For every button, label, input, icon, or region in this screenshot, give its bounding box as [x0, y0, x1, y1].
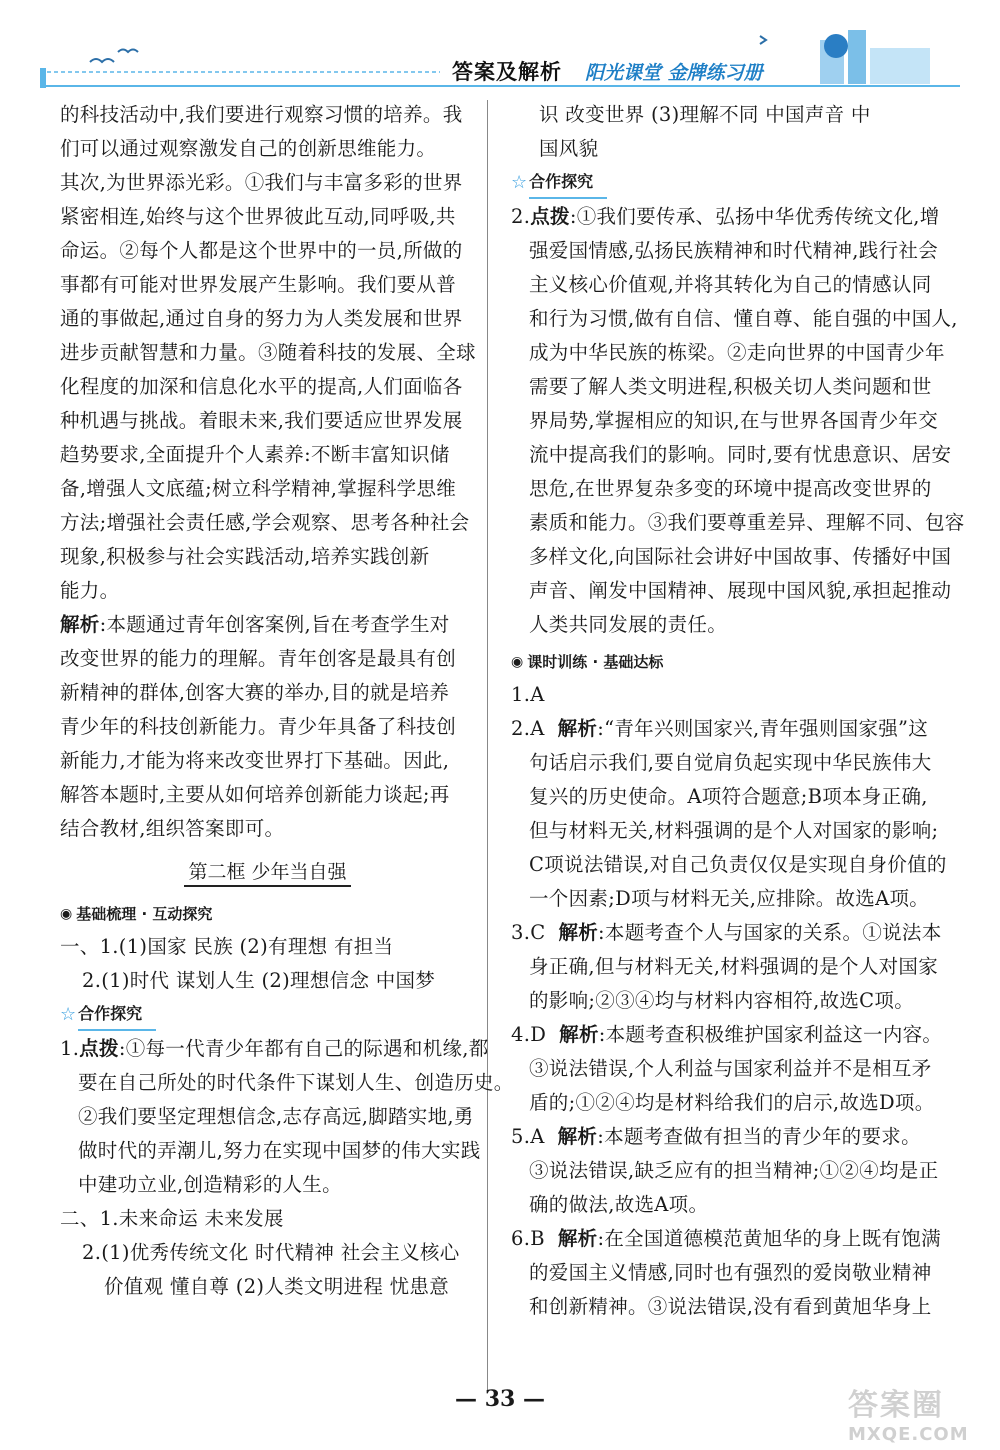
- analysis-label: 解析: [557, 717, 598, 740]
- answer-number: 2.A: [511, 717, 545, 740]
- text-line: 身正确,但与材料无关,材料强调的是个人对国家: [529, 955, 938, 978]
- page-header: [0, 0, 1000, 100]
- answer-line: [511, 1120, 931, 1154]
- coop-heading: [60, 1000, 475, 1030]
- text-line: 一个因素;D项与材料无关,应排除。故选A项。: [529, 887, 930, 910]
- answer-line: 二、1.未来命运 未来发展: [60, 1207, 284, 1230]
- text-line: 和行为习惯,做有自信、懂自尊、能自强的中国人,: [529, 307, 958, 330]
- bird-icon: [118, 50, 138, 53]
- text-line: 改变世界的能力的理解。青年创客是最具有创: [60, 647, 457, 670]
- text-line: 句话启示我们,要自觉肩负起实现中华民族伟大: [529, 751, 932, 774]
- text-line: 人类共同发展的责任。: [529, 613, 728, 636]
- text-line: 通的事做起,通过自身的努力为人类发展和世界: [60, 307, 463, 330]
- text-line: 结合教材,组织答案即可。: [60, 817, 285, 840]
- answer-line: 一、1.(1)国家 民族 (2)有理想 有担当: [60, 935, 394, 958]
- text-line: 但与材料无关,材料强调的是个人对国家的影响;: [529, 819, 939, 842]
- star-icon: ☆: [60, 1004, 77, 1025]
- analysis-label: 解析: [557, 1227, 598, 1250]
- right-column: [511, 98, 965, 1324]
- section-heading-text: 基础梳理 · 互动探究: [76, 905, 213, 923]
- analysis-text: :本题通过青年创客案例,旨在考查学生对: [99, 613, 450, 636]
- header-brand: 阳光课堂 金牌练习册: [585, 62, 763, 84]
- section-dot-icon: ◉: [60, 906, 73, 922]
- text-line: 强爱国情感,弘扬民族精神和时代精神,践行社会: [529, 239, 938, 262]
- answer-line: 价值观 懂自尊 (2)人类文明进程 忧患意: [104, 1275, 450, 1298]
- text-line: 化程度的加深和信息化水平的提高,人们面临各: [60, 375, 463, 398]
- text-line: 们可以通过观察激发自己的创新思维能力。: [60, 137, 437, 160]
- text-line: 主义核心价值观,并将其转化为自己的情感认同: [529, 273, 932, 296]
- text-line: 的爱国主义情感,同时也有强烈的爱岗敬业精神: [529, 1261, 932, 1284]
- text-line: 盾的;①②④均是材料给我们的启示,故选D项。: [529, 1091, 935, 1114]
- analysis-text: :本题考查做有担当的青少年的要求。: [597, 1125, 921, 1148]
- analysis-label: 解析: [557, 1125, 598, 1148]
- text-line: 新能力,才能为将来改变世界打下基础。因此,: [60, 749, 450, 772]
- text-line: 复兴的历史使命。A项符合题意;B项本身正确,: [529, 785, 928, 808]
- text-line: 命运。②每个人都是这个世界中的一员,所做的: [60, 239, 463, 262]
- bird-icon: [90, 59, 114, 62]
- text-line: 紧密相连,始终与这个世界彼此互动,同呼吸,共: [60, 205, 456, 228]
- text-line: 事都有可能对世界发展产生影响。我们要从普: [60, 273, 457, 296]
- header-answer-label: 答案及解析: [452, 60, 562, 84]
- frame-title: [60, 852, 475, 892]
- answer-number: 5.A: [511, 1125, 545, 1148]
- text-line: 能力。: [60, 579, 120, 602]
- answer-line: 1.A: [511, 683, 545, 706]
- text-line: 备,增强人文底蕴;树立科学精神,掌握科学思维: [60, 477, 457, 500]
- section-heading: [511, 648, 931, 676]
- answer-number: 6.B: [511, 1227, 545, 1250]
- text-line: 种机遇与挑战。着眼未来,我们要适应世界发展: [60, 409, 463, 432]
- text-line: 国风貌: [539, 137, 599, 160]
- analysis-text: :本题考查积极维护国家利益这一内容。: [598, 1023, 943, 1046]
- text-line: 素质和能力。③我们要尊重差异、理解不同、包容: [529, 511, 965, 534]
- answer-line: [511, 200, 940, 234]
- text-line: 趋势要求,全面提升个人素养:不断丰富知识储: [60, 443, 450, 466]
- answer-number: 2.: [511, 205, 531, 228]
- page-number: — 33 —: [455, 1386, 545, 1412]
- star-icon: ☆: [511, 172, 528, 193]
- text-line: 青少年的科技创新能力。青少年具备了科技创: [60, 715, 457, 738]
- hint-label: 点拨: [79, 1037, 119, 1060]
- text-line: 需要了解人类文明进程,积极关切人类问题和世: [529, 375, 932, 398]
- text-line: ②我们要坚定理想信念,志存高远,脚踏实地,勇: [78, 1105, 474, 1128]
- text-line: C项说法错误,对自己负责仅仅是实现自身价值的: [529, 853, 947, 876]
- section-heading: [60, 900, 475, 928]
- text-line: 确的做法,故选A项。: [529, 1193, 709, 1216]
- text-line: 要在自己所处的时代条件下谋划人生、创造历史。: [78, 1071, 514, 1094]
- hint-text: :①每一代青少年都有自己的际遇和机缘,都: [118, 1037, 489, 1060]
- watermark-bottom: MXQE.COM: [848, 1424, 969, 1445]
- text-line: 的影响;②③④均与材料内容相符,故选C项。: [529, 989, 914, 1012]
- text-line: 多样文化,向国际社会讲好中国故事、传播好中国: [529, 545, 952, 568]
- analysis-text: :“青年兴则国家兴,青年强则国家强”这: [597, 717, 929, 740]
- text-line: ③说法错误,缺乏应有的担当精神;①②④均是正: [529, 1159, 939, 1182]
- text-line: 中建功立业,创造精彩的人生。: [78, 1173, 342, 1196]
- answer-number: 1.: [60, 1037, 80, 1060]
- text-line: 现象,积极参与社会实践活动,培养实践创新: [60, 545, 430, 568]
- text-line: 和创新精神。③说法错误,没有看到黄旭华身上: [529, 1295, 932, 1318]
- coop-heading-text: 合作探究: [78, 999, 156, 1031]
- text-line: 进步贡献智慧和力量。③随着科技的发展、全球: [60, 341, 476, 364]
- coop-heading-text: 合作探究: [529, 167, 607, 199]
- text-line: 的科技活动中,我们要进行观察习惯的培养。我: [60, 103, 463, 126]
- text-line: 流中提高我们的影响。同时,要有忧患意识、居安: [529, 443, 952, 466]
- section-heading-text: 课时训练 · 基础达标: [527, 653, 664, 671]
- analysis-text: :在全国道德模范黄旭华的身上既有饱满: [597, 1227, 941, 1250]
- answer-number: 4.D: [511, 1023, 547, 1046]
- analysis-text: :本题考查个人与国家的关系。①说法本: [598, 921, 942, 944]
- text-line: ③说法错误,个人利益与国家利益并不是相互矛: [529, 1057, 932, 1080]
- text-line: 成为中华民族的栋梁。②走向世界的中国青少年: [529, 341, 945, 364]
- text-line: 其次,为世界添光彩。①我们与丰富多彩的世界: [60, 171, 463, 194]
- text-line: 新精神的群体,创客大赛的举办,目的就是培养: [60, 681, 450, 704]
- text-line: 做时代的弄潮儿,努力在实现中国梦的伟大实践: [78, 1139, 481, 1162]
- watermark: [848, 1380, 988, 1446]
- column-divider: [487, 100, 488, 1390]
- answer-line: 2.(1)优秀传统文化 时代精神 社会主义核心: [82, 1241, 460, 1264]
- analysis-label: 解析: [558, 921, 599, 944]
- hint-label: 点拨: [530, 205, 570, 228]
- section-dot-icon: ◉: [511, 654, 524, 670]
- analysis-label: 解析: [559, 1023, 599, 1046]
- text-line: 识 改变世界 (3)理解不同 中国声音 中: [539, 103, 871, 126]
- text-line: 解答本题时,主要从如何培养创新能力谈起;再: [60, 783, 450, 806]
- analysis-label: 解析: [60, 613, 100, 636]
- answer-line: [511, 1222, 941, 1256]
- answer-line: 2.(1)时代 谋划人生 (2)理想信念 中国梦: [82, 969, 436, 992]
- answer-line: [511, 1018, 943, 1052]
- text-line: 思危,在世界复杂多变的环境中提高改变世界的: [529, 477, 932, 500]
- text-line: 方法;增强社会责任感,学会观察、思考各种社会: [60, 511, 470, 534]
- left-column: [60, 98, 514, 1304]
- hint-text: :①我们要传承、弘扬中华优秀传统文化,增: [569, 205, 940, 228]
- coop-heading: [511, 168, 931, 198]
- answer-number: 3.C: [511, 921, 546, 944]
- text-line: 界局势,掌握相应的知识,在与世界各国青少年交: [529, 409, 938, 432]
- analysis-line: [60, 608, 475, 642]
- answer-line: [511, 712, 931, 746]
- watermark-top: 答案圈: [848, 1388, 944, 1423]
- frame-title-text: 第二框 少年当自强: [184, 861, 350, 887]
- text-line: 声音、阐发中国精神、展现中国风貌,承担起推动: [529, 579, 952, 602]
- answer-line: [511, 916, 942, 950]
- answer-line: [60, 1032, 489, 1066]
